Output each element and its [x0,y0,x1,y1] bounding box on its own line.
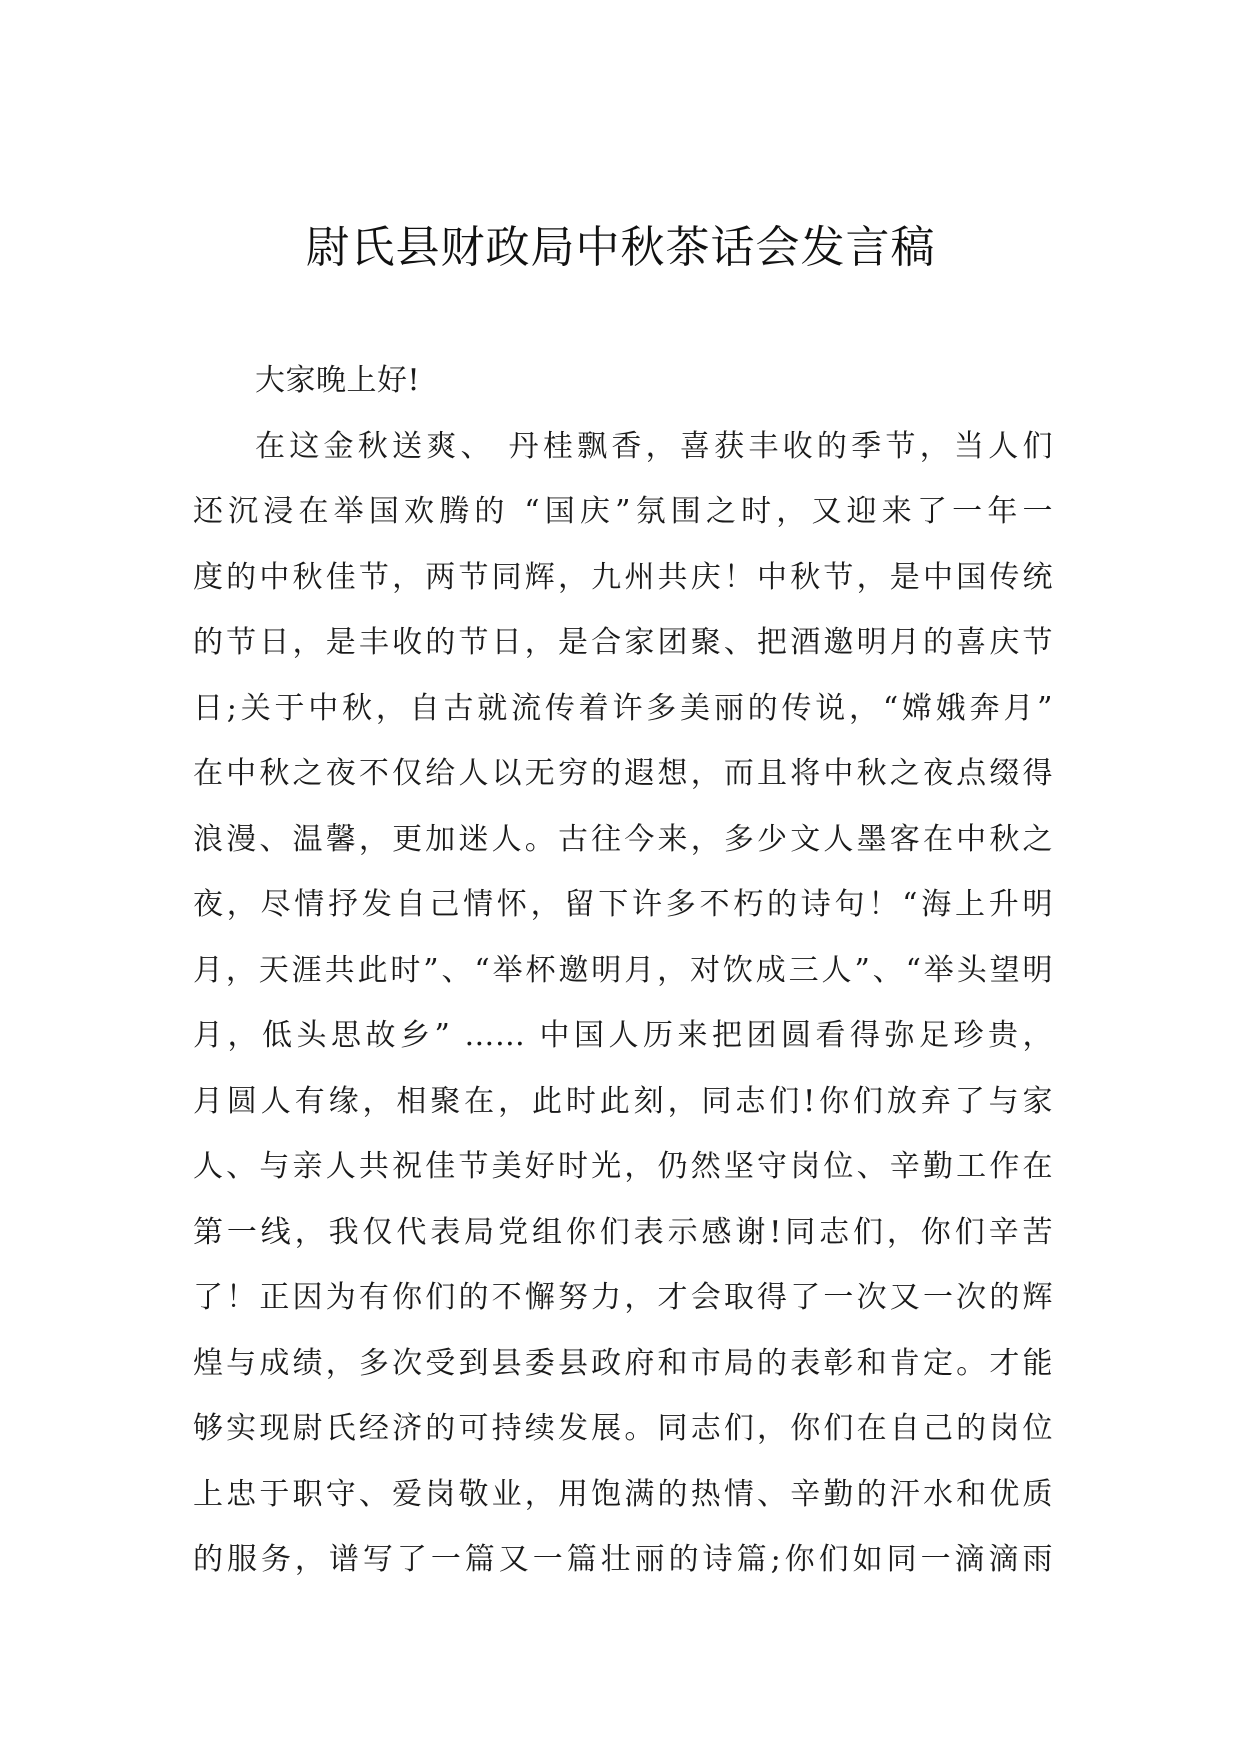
paragraph-line: 月，低头思故乡” …… 中国人历来把团圆看得弥足珍贵， [193,1018,1053,1053]
document-title: 尉氏县财政局中秋茶话会发言稿 [305,222,936,273]
paragraph-line: 日;关于中秋，自古就流传着许多美丽的传说，“嫦娥奔月” [193,690,1053,726]
paragraph-line: 在这金秋送爽、 丹桂飘香，喜获丰收的季节，当人们 [255,428,1053,464]
paragraph-line: 煌与成绩，多次受到县委县政府和市局的表彰和肯定。才能 [193,1345,1053,1381]
paragraph-line: 浪漫、温馨，更加迷人。古往今来，多少文人墨客在中秋之 [193,821,1053,857]
paragraph-line: 的服务，谱写了一篇又一篇壮丽的诗篇;你们如同一滴滴雨 [193,1542,1053,1577]
paragraph-line: 人、与亲人共祝佳节美好时光，仍然坚守岗位、辛勤工作在 [193,1149,1053,1184]
paragraph-line: 在中秋之夜不仅给人以无穷的遐想，而且将中秋之夜点缀得 [193,756,1053,791]
paragraph-line: 夜，尽情抒发自己情怀，留下许多不朽的诗句！“海上升明 [193,887,1053,922]
paragraph-line: 够实现尉氏经济的可持续发展。同志们，你们在自己的岗位 [193,1411,1053,1446]
document-body [193,358,1053,1603]
paragraph-line: 度的中秋佳节，两节同辉，九州共庆！中秋节，是中国传统 [193,559,1053,595]
paragraph-line: 第一线，我仅代表局党组你们表示感谢!同志们，你们辛苦 [193,1214,1053,1250]
paragraph-line: 上忠于职守、爱岗敬业，用饱满的热情、辛勤的汗水和优质 [193,1476,1053,1512]
paragraph-line: 的节日，是丰收的节日，是合家团聚、把酒邀明月的喜庆节 [193,625,1053,660]
paragraph-line: 月圆人有缘，相聚在，此时此刻，同志们!你们放弃了与家 [193,1083,1053,1119]
paragraph-line: 月，天涯共此时”、“举杯邀明月，对饮成三人”、“举头望明 [193,952,1053,988]
paragraph-line: 还沉浸在举国欢腾的 “国庆”氛围之时，又迎来了一年一 [193,494,1053,529]
greeting-line: 大家晚上好! [255,363,421,398]
paragraph-line: 了！正因为有你们的不懈努力，才会取得了一次又一次的辉 [193,1280,1053,1315]
